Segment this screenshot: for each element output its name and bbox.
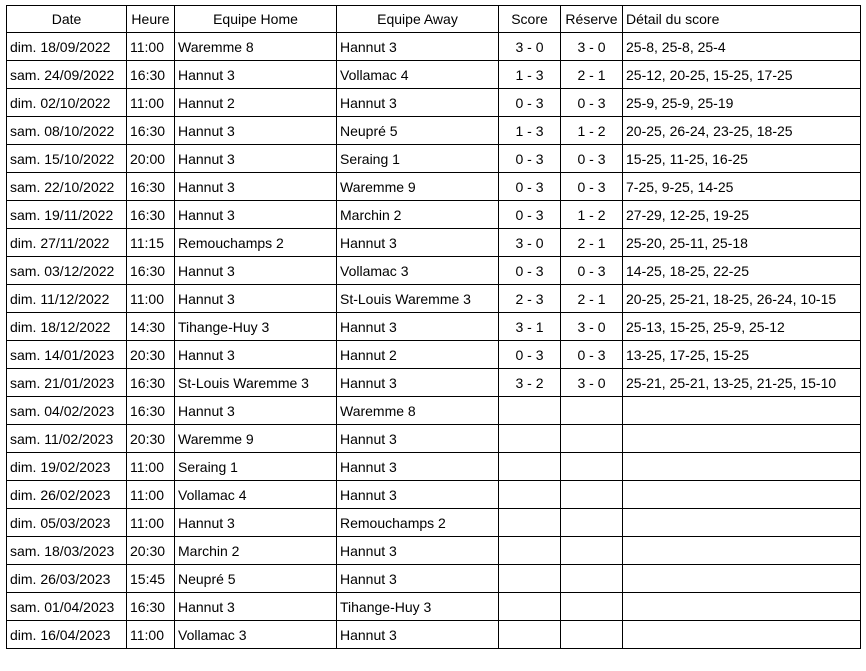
reserve-score-cell[interactable] bbox=[561, 621, 623, 649]
date-cell[interactable]: sam. 19/11/2022 bbox=[7, 201, 127, 229]
table-row bbox=[7, 341, 861, 369]
date-cell[interactable]: sam. 18/03/2023 bbox=[7, 537, 127, 565]
date-cell[interactable]: dim. 26/03/2023 bbox=[7, 565, 127, 593]
date-cell[interactable]: sam. 21/01/2023 bbox=[7, 369, 127, 397]
date-cell[interactable]: sam. 08/10/2022 bbox=[7, 117, 127, 145]
table-row bbox=[7, 117, 861, 145]
table-row bbox=[7, 285, 861, 313]
home-team-cell[interactable]: Waremme 8 bbox=[175, 33, 337, 61]
away-team-cell[interactable]: Hannut 3 bbox=[337, 89, 499, 117]
header-row bbox=[7, 6, 861, 33]
time-cell[interactable]: 11:00 bbox=[127, 89, 175, 117]
away-team-cell[interactable]: Hannut 3 bbox=[337, 313, 499, 341]
reserve-score-cell[interactable] bbox=[561, 565, 623, 593]
reserve-score-cell[interactable] bbox=[561, 509, 623, 537]
reserve-score-cell[interactable]: 2 - 1 bbox=[561, 61, 623, 89]
score-detail-cell[interactable]: 20-25, 26-24, 23-25, 18-25 bbox=[623, 117, 861, 145]
score-detail-cell[interactable] bbox=[623, 397, 861, 425]
column-header-score: Score bbox=[499, 6, 561, 33]
home-team-cell[interactable]: Marchin 2 bbox=[175, 537, 337, 565]
time-cell[interactable]: 11:15 bbox=[127, 229, 175, 257]
score-cell[interactable]: 3 - 0 bbox=[499, 229, 561, 257]
table-row bbox=[7, 509, 861, 537]
time-cell[interactable]: 14:30 bbox=[127, 313, 175, 341]
time-cell[interactable]: 16:30 bbox=[127, 173, 175, 201]
date-cell[interactable]: sam. 14/01/2023 bbox=[7, 341, 127, 369]
time-cell[interactable]: 11:00 bbox=[127, 509, 175, 537]
table-row bbox=[7, 173, 861, 201]
score-detail-cell[interactable] bbox=[623, 425, 861, 453]
column-header-away-team: Equipe Away bbox=[337, 6, 499, 33]
time-cell[interactable]: 16:30 bbox=[127, 201, 175, 229]
score-cell[interactable] bbox=[499, 425, 561, 453]
away-team-cell[interactable]: Neupré 5 bbox=[337, 117, 499, 145]
home-team-cell[interactable]: Seraing 1 bbox=[175, 453, 337, 481]
home-team-cell[interactable]: Hannut 3 bbox=[175, 117, 337, 145]
home-team-cell[interactable]: Hannut 3 bbox=[175, 201, 337, 229]
table-row bbox=[7, 89, 861, 117]
date-cell[interactable]: dim. 18/12/2022 bbox=[7, 313, 127, 341]
away-team-cell[interactable]: Waremme 9 bbox=[337, 173, 499, 201]
time-cell[interactable]: 16:30 bbox=[127, 369, 175, 397]
time-cell[interactable]: 16:30 bbox=[127, 397, 175, 425]
score-detail-cell[interactable] bbox=[623, 621, 861, 649]
home-team-cell[interactable]: Waremme 9 bbox=[175, 425, 337, 453]
away-team-cell[interactable]: Hannut 3 bbox=[337, 621, 499, 649]
date-cell[interactable]: dim. 11/12/2022 bbox=[7, 285, 127, 313]
table-body bbox=[7, 33, 861, 649]
date-cell[interactable]: sam. 04/02/2023 bbox=[7, 397, 127, 425]
date-cell[interactable]: sam. 22/10/2022 bbox=[7, 173, 127, 201]
score-cell[interactable]: 0 - 3 bbox=[499, 173, 561, 201]
away-team-cell[interactable]: Hannut 3 bbox=[337, 229, 499, 257]
score-cell[interactable] bbox=[499, 537, 561, 565]
table-row bbox=[7, 145, 861, 173]
score-detail-cell[interactable]: 14-25, 18-25, 22-25 bbox=[623, 257, 861, 285]
score-cell[interactable] bbox=[499, 453, 561, 481]
reserve-score-cell[interactable]: 0 - 3 bbox=[561, 341, 623, 369]
reserve-score-cell[interactable] bbox=[561, 397, 623, 425]
table-row bbox=[7, 621, 861, 649]
home-team-cell[interactable]: Vollamac 3 bbox=[175, 621, 337, 649]
away-team-cell[interactable]: Hannut 3 bbox=[337, 537, 499, 565]
time-cell[interactable]: 16:30 bbox=[127, 257, 175, 285]
score-detail-cell[interactable] bbox=[623, 509, 861, 537]
home-team-cell[interactable]: Hannut 3 bbox=[175, 61, 337, 89]
score-cell[interactable] bbox=[499, 481, 561, 509]
score-detail-cell[interactable]: 25-8, 25-8, 25-4 bbox=[623, 33, 861, 61]
time-cell[interactable]: 11:00 bbox=[127, 453, 175, 481]
score-cell[interactable]: 1 - 3 bbox=[499, 61, 561, 89]
score-cell[interactable]: 2 - 3 bbox=[499, 285, 561, 313]
home-team-cell[interactable]: Hannut 2 bbox=[175, 89, 337, 117]
reserve-score-cell[interactable]: 0 - 3 bbox=[561, 89, 623, 117]
score-detail-cell[interactable] bbox=[623, 593, 861, 621]
away-team-cell[interactable]: Hannut 3 bbox=[337, 33, 499, 61]
away-team-cell[interactable]: Hannut 3 bbox=[337, 369, 499, 397]
reserve-score-cell[interactable]: 0 - 3 bbox=[561, 145, 623, 173]
score-detail-cell[interactable]: 25-20, 25-11, 25-18 bbox=[623, 229, 861, 257]
score-detail-cell[interactable]: 20-25, 25-21, 18-25, 26-24, 10-15 bbox=[623, 285, 861, 313]
reserve-score-cell[interactable]: 3 - 0 bbox=[561, 33, 623, 61]
away-team-cell[interactable]: Vollamac 4 bbox=[337, 61, 499, 89]
date-cell[interactable]: dim. 18/09/2022 bbox=[7, 33, 127, 61]
score-detail-cell[interactable]: 25-9, 25-9, 25-19 bbox=[623, 89, 861, 117]
score-cell[interactable] bbox=[499, 593, 561, 621]
reserve-score-cell[interactable]: 2 - 1 bbox=[561, 229, 623, 257]
table-header bbox=[7, 6, 861, 33]
reserve-score-cell[interactable]: 0 - 3 bbox=[561, 257, 623, 285]
score-detail-cell[interactable]: 15-25, 11-25, 16-25 bbox=[623, 145, 861, 173]
date-cell[interactable]: sam. 03/12/2022 bbox=[7, 257, 127, 285]
home-team-cell[interactable]: Hannut 3 bbox=[175, 145, 337, 173]
time-cell[interactable]: 15:45 bbox=[127, 565, 175, 593]
away-team-cell[interactable]: Marchin 2 bbox=[337, 201, 499, 229]
table-row bbox=[7, 481, 861, 509]
home-team-cell[interactable]: Neupré 5 bbox=[175, 565, 337, 593]
home-team-cell[interactable]: St-Louis Waremme 3 bbox=[175, 369, 337, 397]
time-cell[interactable]: 20:30 bbox=[127, 425, 175, 453]
reserve-score-cell[interactable]: 3 - 0 bbox=[561, 369, 623, 397]
away-team-cell[interactable]: Hannut 2 bbox=[337, 341, 499, 369]
away-team-cell[interactable]: Vollamac 3 bbox=[337, 257, 499, 285]
date-cell[interactable]: dim. 02/10/2022 bbox=[7, 89, 127, 117]
home-team-cell[interactable]: Hannut 3 bbox=[175, 173, 337, 201]
reserve-score-cell[interactable] bbox=[561, 593, 623, 621]
reserve-score-cell[interactable]: 2 - 1 bbox=[561, 285, 623, 313]
table-row bbox=[7, 397, 861, 425]
table-row bbox=[7, 425, 861, 453]
date-cell[interactable]: dim. 16/04/2023 bbox=[7, 621, 127, 649]
date-cell[interactable]: dim. 26/02/2023 bbox=[7, 481, 127, 509]
score-cell[interactable]: 0 - 3 bbox=[499, 89, 561, 117]
time-cell[interactable]: 11:00 bbox=[127, 481, 175, 509]
score-detail-cell[interactable]: 25-13, 15-25, 25-9, 25-12 bbox=[623, 313, 861, 341]
score-cell[interactable]: 0 - 3 bbox=[499, 257, 561, 285]
column-header-reserve: Réserve bbox=[561, 6, 623, 33]
away-team-cell[interactable]: Tihange-Huy 3 bbox=[337, 593, 499, 621]
score-cell[interactable]: 0 - 3 bbox=[499, 145, 561, 173]
score-detail-cell[interactable]: 27-29, 12-25, 19-25 bbox=[623, 201, 861, 229]
score-cell[interactable]: 0 - 3 bbox=[499, 201, 561, 229]
table-row bbox=[7, 33, 861, 61]
score-cell[interactable] bbox=[499, 565, 561, 593]
score-detail-cell[interactable]: 25-12, 20-25, 15-25, 17-25 bbox=[623, 61, 861, 89]
table-row bbox=[7, 453, 861, 481]
time-cell[interactable]: 11:00 bbox=[127, 621, 175, 649]
home-team-cell[interactable]: Tihange-Huy 3 bbox=[175, 313, 337, 341]
time-cell[interactable]: 11:00 bbox=[127, 33, 175, 61]
table-row bbox=[7, 593, 861, 621]
score-detail-cell[interactable] bbox=[623, 481, 861, 509]
time-cell[interactable]: 20:30 bbox=[127, 537, 175, 565]
home-team-cell[interactable]: Hannut 3 bbox=[175, 397, 337, 425]
time-cell[interactable]: 11:00 bbox=[127, 285, 175, 313]
home-team-cell[interactable]: Hannut 3 bbox=[175, 509, 337, 537]
column-header-home-team: Equipe Home bbox=[175, 6, 337, 33]
score-detail-cell[interactable] bbox=[623, 453, 861, 481]
away-team-cell[interactable]: St-Louis Waremme 3 bbox=[337, 285, 499, 313]
table-row bbox=[7, 61, 861, 89]
table-row bbox=[7, 537, 861, 565]
reserve-score-cell[interactable]: 1 - 2 bbox=[561, 201, 623, 229]
time-cell[interactable]: 20:00 bbox=[127, 145, 175, 173]
time-cell[interactable]: 20:30 bbox=[127, 341, 175, 369]
column-header-score-detail: Détail du score bbox=[623, 6, 861, 33]
home-team-cell[interactable]: Hannut 3 bbox=[175, 257, 337, 285]
date-cell[interactable]: sam. 15/10/2022 bbox=[7, 145, 127, 173]
schedule-table bbox=[6, 5, 861, 649]
reserve-score-cell[interactable] bbox=[561, 453, 623, 481]
reserve-score-cell[interactable] bbox=[561, 481, 623, 509]
home-team-cell[interactable]: Remouchamps 2 bbox=[175, 229, 337, 257]
score-cell[interactable]: 0 - 3 bbox=[499, 341, 561, 369]
date-cell[interactable]: sam. 01/04/2023 bbox=[7, 593, 127, 621]
score-cell[interactable] bbox=[499, 397, 561, 425]
date-cell[interactable]: dim. 05/03/2023 bbox=[7, 509, 127, 537]
column-header-time: Heure bbox=[127, 6, 175, 33]
score-cell[interactable] bbox=[499, 621, 561, 649]
score-cell[interactable]: 3 - 1 bbox=[499, 313, 561, 341]
reserve-score-cell[interactable]: 3 - 0 bbox=[561, 313, 623, 341]
table-row bbox=[7, 201, 861, 229]
score-detail-cell[interactable]: 7-25, 9-25, 14-25 bbox=[623, 173, 861, 201]
score-detail-cell[interactable] bbox=[623, 537, 861, 565]
home-team-cell[interactable]: Hannut 3 bbox=[175, 285, 337, 313]
reserve-score-cell[interactable]: 0 - 3 bbox=[561, 173, 623, 201]
reserve-score-cell[interactable] bbox=[561, 425, 623, 453]
table-row bbox=[7, 565, 861, 593]
time-cell[interactable]: 16:30 bbox=[127, 593, 175, 621]
away-team-cell[interactable]: Hannut 3 bbox=[337, 565, 499, 593]
home-team-cell[interactable]: Vollamac 4 bbox=[175, 481, 337, 509]
away-team-cell[interactable]: Waremme 8 bbox=[337, 397, 499, 425]
score-cell[interactable]: 3 - 0 bbox=[499, 33, 561, 61]
table-row bbox=[7, 257, 861, 285]
score-detail-cell[interactable]: 13-25, 17-25, 15-25 bbox=[623, 341, 861, 369]
away-team-cell[interactable]: Hannut 3 bbox=[337, 425, 499, 453]
home-team-cell[interactable]: Hannut 3 bbox=[175, 593, 337, 621]
date-cell[interactable]: sam. 24/09/2022 bbox=[7, 61, 127, 89]
date-cell[interactable]: sam. 11/02/2023 bbox=[7, 425, 127, 453]
date-cell[interactable]: dim. 19/02/2023 bbox=[7, 453, 127, 481]
away-team-cell[interactable]: Hannut 3 bbox=[337, 481, 499, 509]
score-cell[interactable] bbox=[499, 509, 561, 537]
time-cell[interactable]: 16:30 bbox=[127, 61, 175, 89]
score-cell[interactable]: 3 - 2 bbox=[499, 369, 561, 397]
table-row bbox=[7, 313, 861, 341]
date-cell[interactable]: dim. 27/11/2022 bbox=[7, 229, 127, 257]
reserve-score-cell[interactable]: 1 - 2 bbox=[561, 117, 623, 145]
score-detail-cell[interactable]: 25-21, 25-21, 13-25, 21-25, 15-10 bbox=[623, 369, 861, 397]
away-team-cell[interactable]: Seraing 1 bbox=[337, 145, 499, 173]
reserve-score-cell[interactable] bbox=[561, 537, 623, 565]
home-team-cell[interactable]: Hannut 3 bbox=[175, 341, 337, 369]
column-header-date: Date bbox=[7, 6, 127, 33]
score-cell[interactable]: 1 - 3 bbox=[499, 117, 561, 145]
table-row bbox=[7, 369, 861, 397]
score-detail-cell[interactable] bbox=[623, 565, 861, 593]
table-row bbox=[7, 229, 861, 257]
time-cell[interactable]: 16:30 bbox=[127, 117, 175, 145]
away-team-cell[interactable]: Remouchamps 2 bbox=[337, 509, 499, 537]
away-team-cell[interactable]: Hannut 3 bbox=[337, 453, 499, 481]
